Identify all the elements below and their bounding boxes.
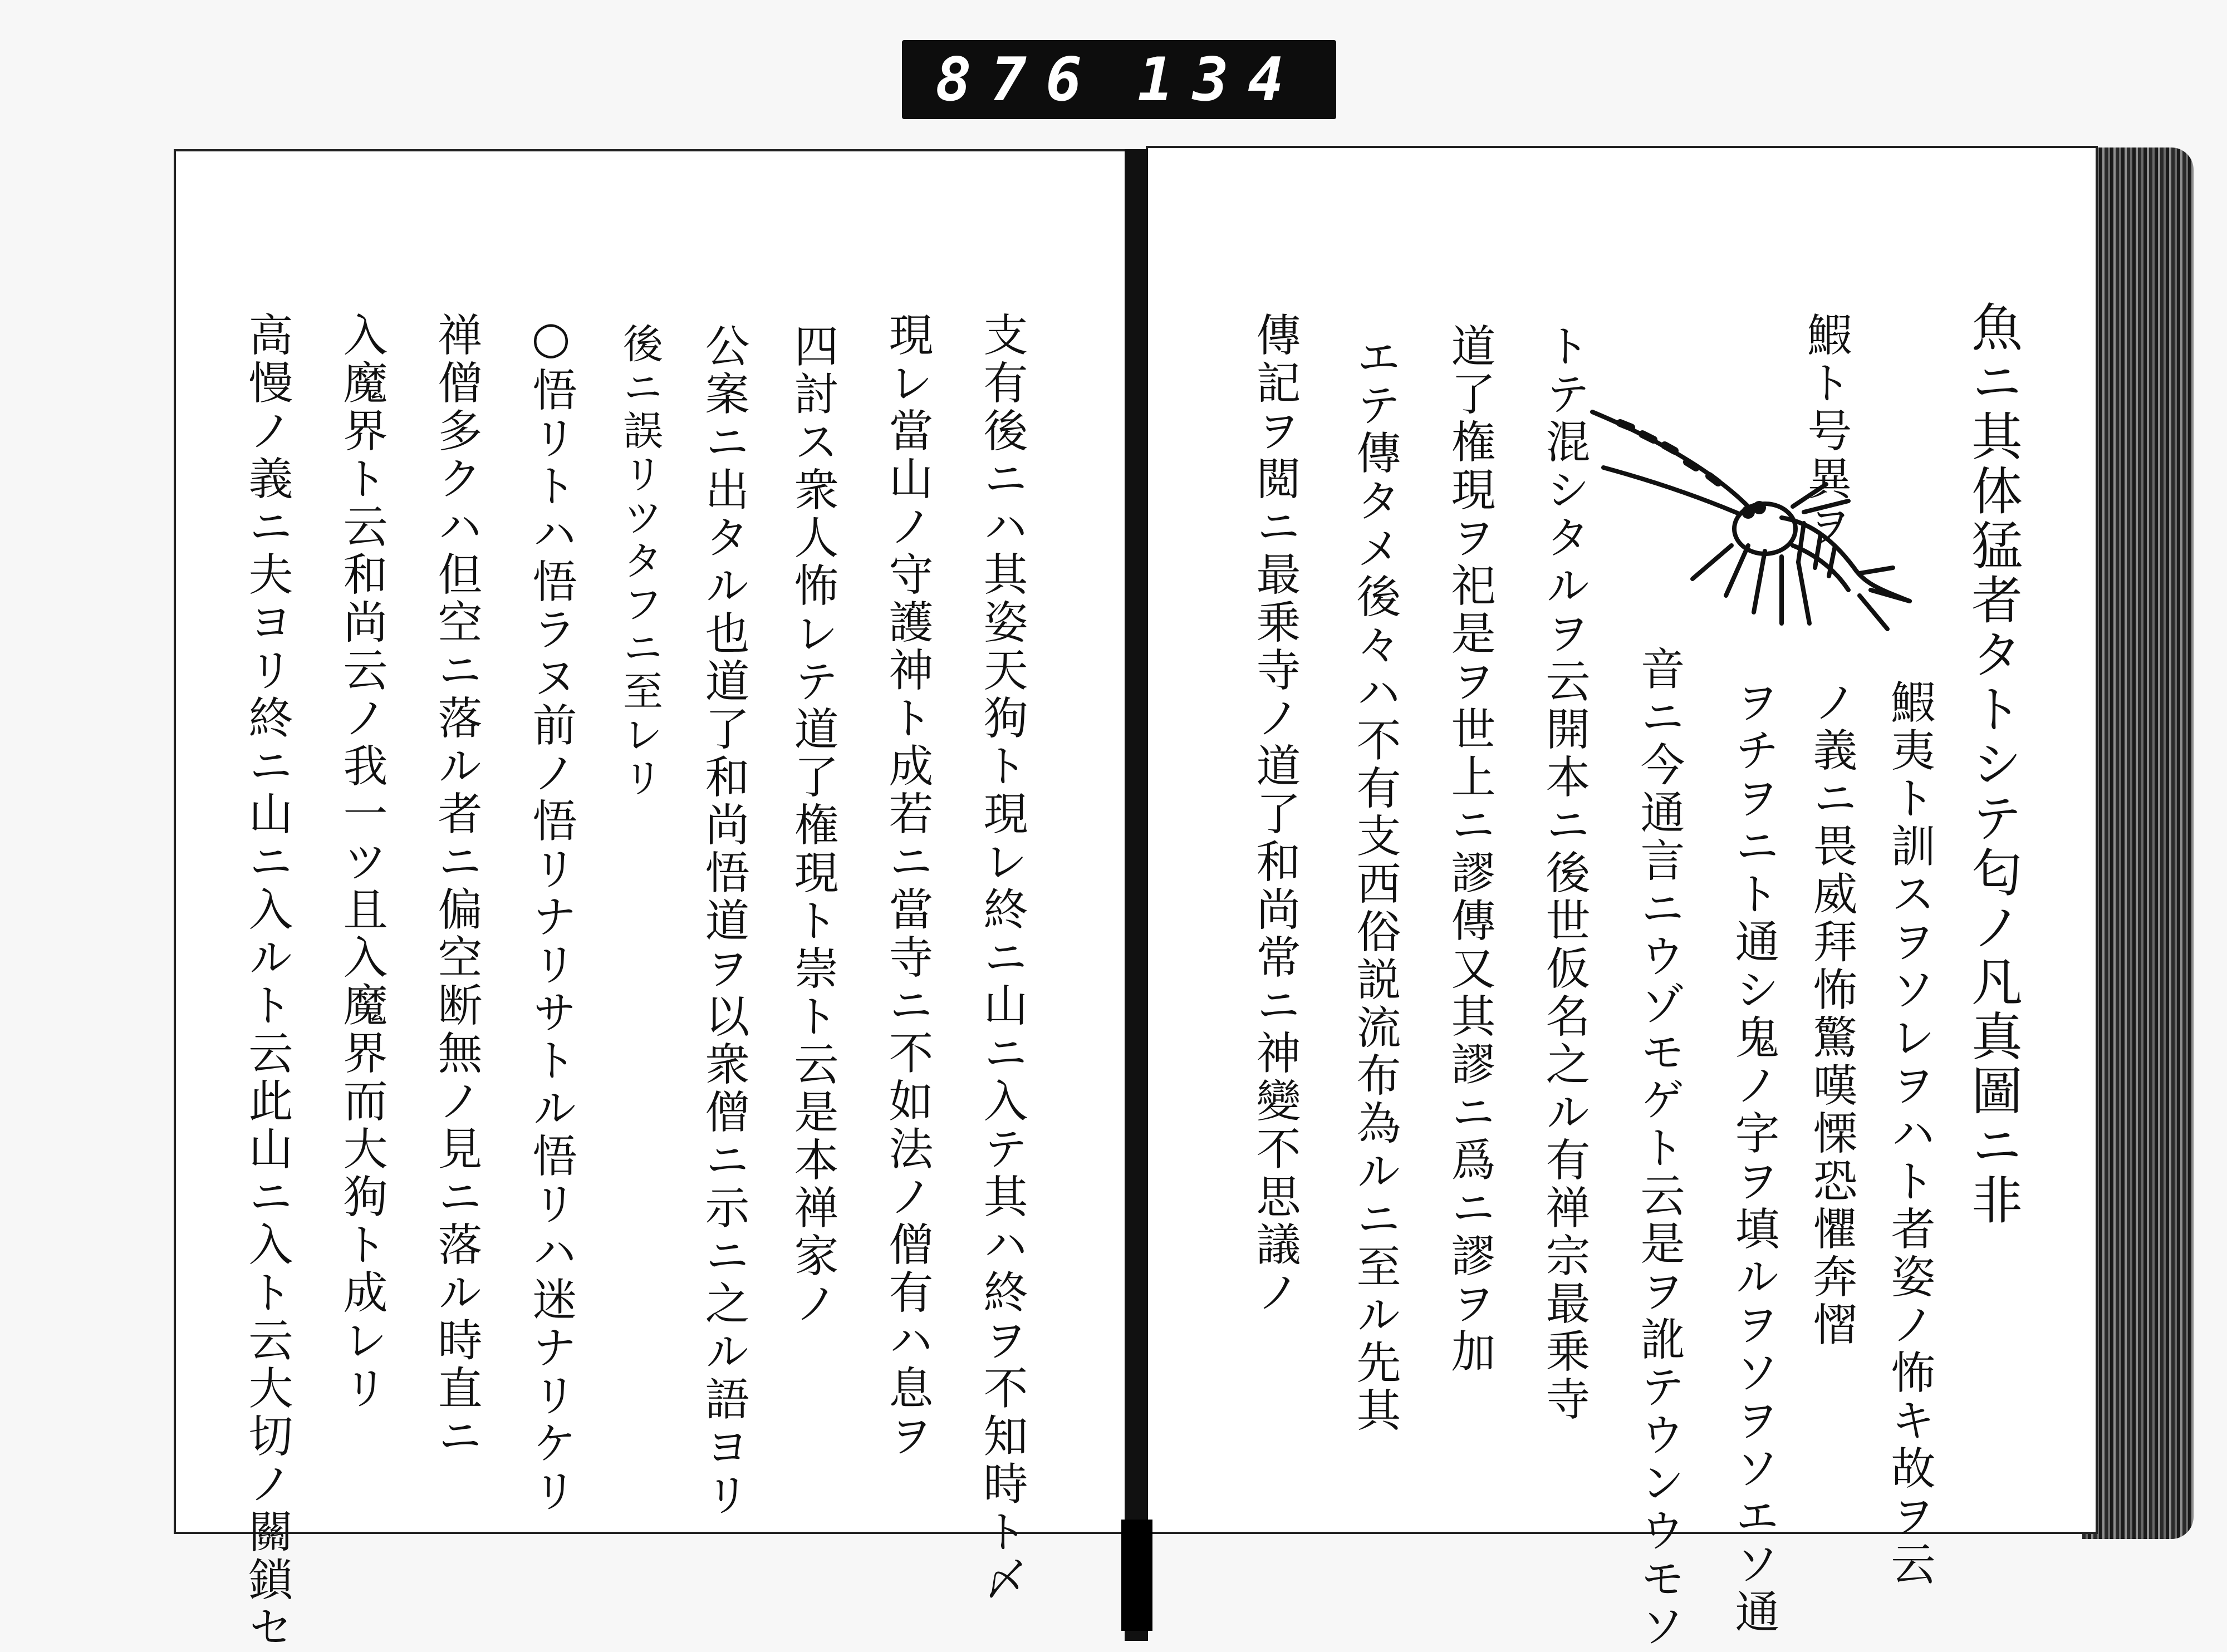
catalog-label (902, 40, 1336, 119)
text-column: 公案ニ出タル也道了和尚悟道ヲ以衆僧ニ示ニ之ル語ヨリ (698, 323, 749, 1520)
book-gutter (1125, 149, 1148, 1641)
shrimp-illustration (1581, 378, 1926, 690)
page-number: 134 (1137, 45, 1303, 115)
text-column: 傳記ヲ閲ニ最乗寺ノ道了和尚常ニ神變不思議ノ (1249, 312, 1301, 1317)
text-column: 音ニ今通言ニウゾモゲト云是ヲ訛テウンウモソ (1633, 646, 1685, 1651)
text-column: 鰕ト号異ヲ (1800, 312, 1852, 551)
text-column: 禅僧多クハ但空ニ落ル者ニ偏空断無ノ見ニ落ル時直ニ (430, 312, 482, 1461)
text-column: 入魔界ト云和尚云ノ我一ツ且入魔界而大狗ト成レリ (336, 312, 387, 1413)
catalog-number: 876 (935, 45, 1101, 115)
text-column: 鰕夷ト訓スヲソレヲハト者姿ノ怖キ故ヲ云 (1883, 679, 1935, 1589)
text-column: 支有後ニハ其姿天狗ト現レ終ニ山ニ入テ其ハ終ヲ不知時ト〆 (976, 312, 1028, 1604)
text-column: 四討ス衆人怖レテ道了権現ト崇ト云是本禅家ノ (787, 323, 838, 1328)
text-column: 後ニ誤リツタフニ至レリ (616, 323, 663, 800)
text-column: 高慢ノ義ニ夫ヨリ終ニ山ニ入ルト云此山ニ入ト云大切ノ關鎖セ (241, 312, 293, 1652)
text-column: 魚ニ其体猛者タトシテ匂ノ凡真圖ニ非 (1963, 301, 2023, 1228)
text-column: トテ混シタルヲ云開本ニ後世仮名之ル有禅宗最乗寺 (1538, 323, 1590, 1424)
text-column: ヲチヲニト通シ鬼ノ字ヲ填ルヲソヲソエソ通 (1728, 679, 1779, 1636)
book-edge (2082, 148, 2194, 1539)
book-gutter-foot (1121, 1520, 1152, 1631)
text-column: ノ義ニ畏威拜怖驚嘆慄恐懼奔慴 (1806, 679, 1857, 1349)
text-column: 現レ當山ノ守護神ト成若ニ當寺ニ不如法ノ僧有ハ息ヲ (881, 312, 933, 1461)
text-column: ○悟リトハ悟ラヌ前ノ悟リナリサトル悟リハ迷ナリケリ (525, 312, 577, 1516)
text-column: エテ傳タメ後々ハ不有支西俗説流布為ルニ至ル先其 (1349, 334, 1401, 1435)
text-column: 道了権現ヲ祀是ヲ世上ニ謬傳又其謬ニ爲ニ謬ヲ加 (1444, 323, 1495, 1376)
